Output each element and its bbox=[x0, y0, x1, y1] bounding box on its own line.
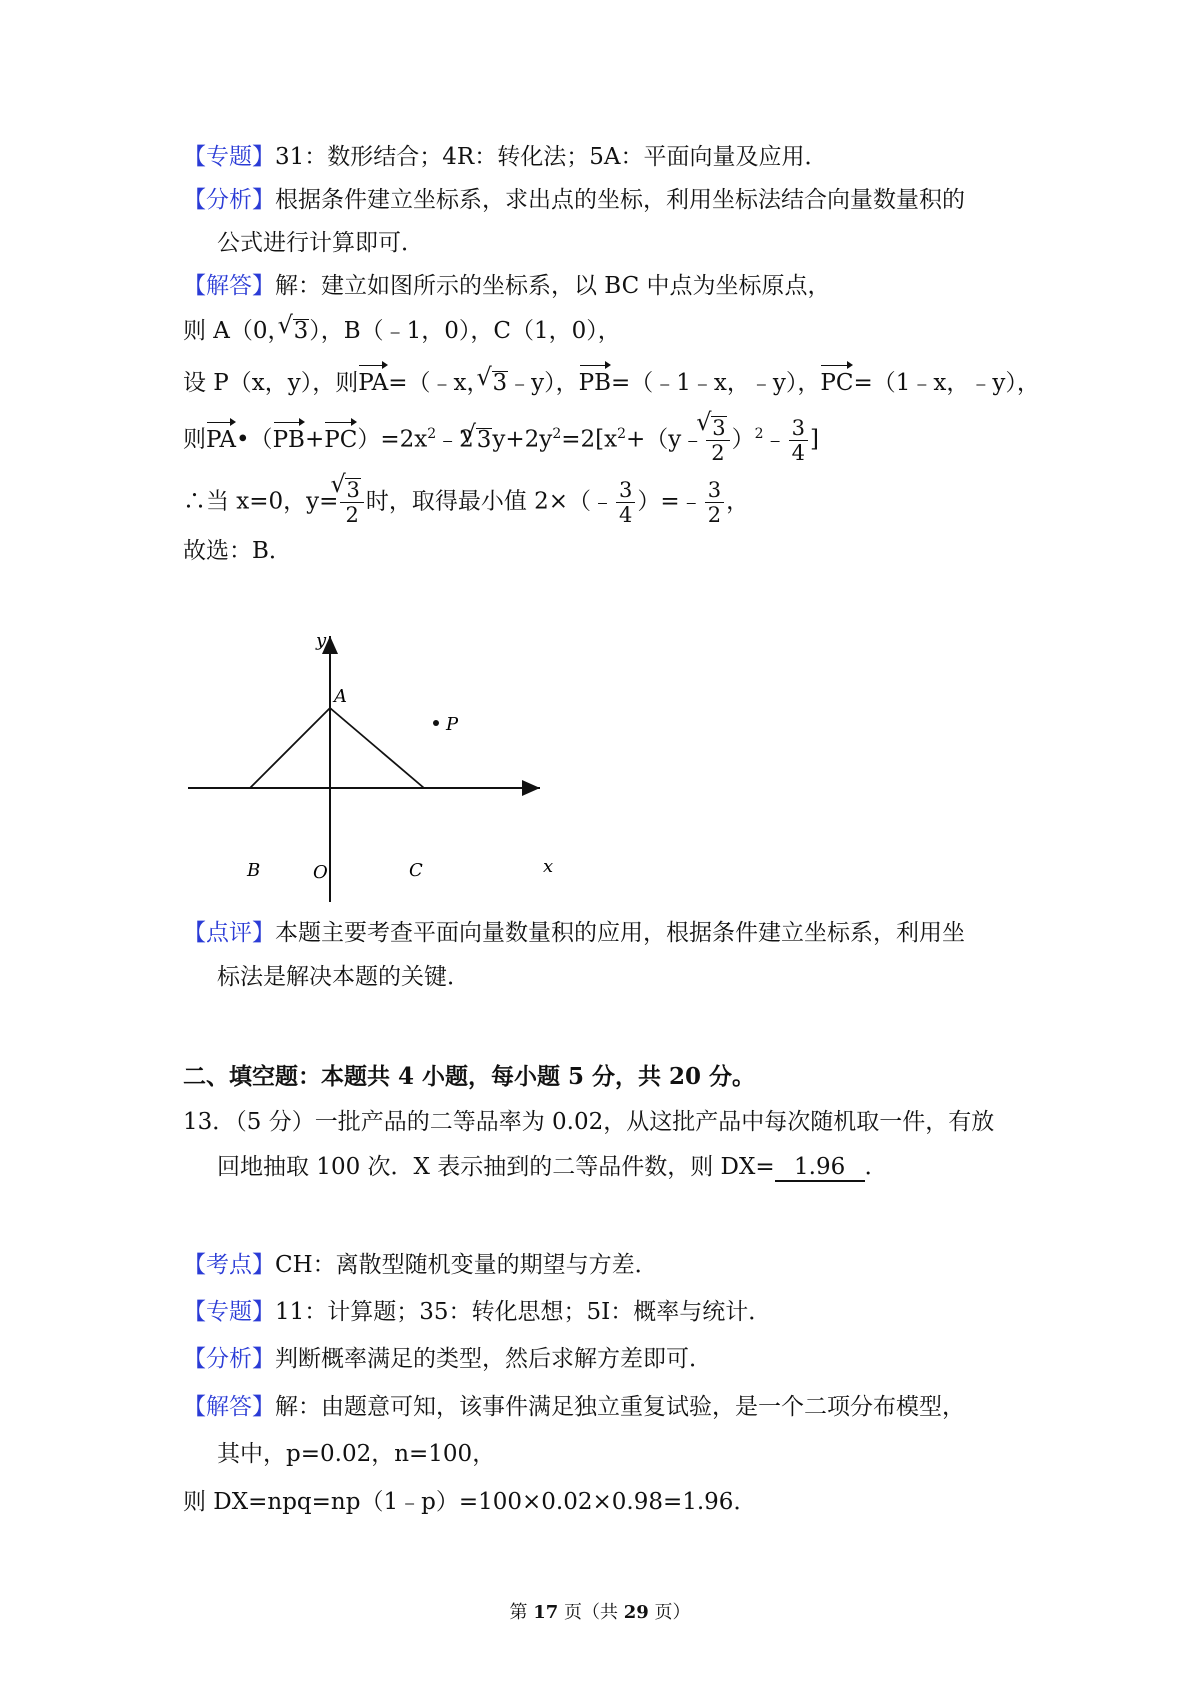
dot-product-line: 则$PA•(PB+PC)=2x^2﹣2√$ $3y+2y^2=2[x^2+(y﹣$ √ $\frac{3}{2}$ ）$^2$﹣ $\frac{3}{4}$ ] bbox=[183, 416, 819, 465]
zhuanti-line-2 bbox=[183, 1297, 771, 1327]
label-y: y bbox=[316, 630, 327, 651]
jieda-text-2: 解：由题意可知，该事件满足独立重复试验，是一个二项分布模型， bbox=[275, 1394, 965, 1420]
kaodian-line bbox=[183, 1250, 658, 1280]
footer-page-number: 17 bbox=[533, 1602, 559, 1623]
q13-end: ． bbox=[864, 1154, 888, 1180]
footer-mid: 页（共 bbox=[564, 1602, 618, 1623]
footer-pre: 第 bbox=[509, 1602, 528, 1623]
zhuanti-tag-2: 【专题】 bbox=[183, 1299, 275, 1325]
kaodian-tag: 【考点】 bbox=[183, 1252, 275, 1278]
jieda-line-2 bbox=[183, 1392, 965, 1422]
segment-ac bbox=[330, 708, 424, 788]
dianping-line-1 bbox=[183, 918, 965, 948]
answer-line: 故选：B． bbox=[183, 538, 292, 564]
jieda-line-3: 其中，p=0.02，n=100， bbox=[217, 1441, 496, 1467]
label-c: C bbox=[409, 860, 423, 881]
page-footer bbox=[0, 1598, 1200, 1624]
fenxi-text: 根据条件建立坐标系，求出点的坐标，利用坐标法结合向量数量积的 bbox=[275, 187, 965, 213]
label-a: A bbox=[334, 686, 347, 707]
segment-ab bbox=[250, 708, 330, 788]
label-p: P bbox=[446, 714, 459, 735]
min-value-line: ∴当 x=0，y= √ $\frac{3}{2}$ 时，取得最小值 2×（﹣ $\frac{3}{4}$ ）=﹣ $\frac{3}{2}$ ， bbox=[183, 478, 749, 527]
dianping-text: 本题主要考查平面向量数量积的应用，根据条件建立坐标系，利用坐 bbox=[275, 920, 965, 946]
section-heading: 二、填空题：本题共 4 小题，每小题 5 分，共 20 分。 bbox=[183, 1063, 756, 1090]
dianping-line-2: 标法是解决本题的关键． bbox=[217, 964, 470, 990]
q13-line-2 bbox=[217, 1152, 888, 1182]
fenxi-line-2: 公式进行计算即可． bbox=[217, 230, 424, 256]
fenxi-tag-2: 【分析】 bbox=[183, 1346, 275, 1372]
zhuanti-text-2: 11：计算题；35：转化思想；5I：概率与统计． bbox=[275, 1299, 772, 1325]
vector-line: 设 P（x，y），则PA=（﹣x，√ 3﹣y），PB=（﹣1﹣x，﹣y），PC=（1﹣x，﹣y）， bbox=[183, 368, 1040, 398]
label-o: O bbox=[313, 862, 328, 883]
zhuanti-tag: 【专题】 bbox=[183, 144, 275, 170]
jieda-tag: 【解答】 bbox=[183, 273, 275, 299]
kaodian-text: CH：离散型随机变量的期望与方差． bbox=[275, 1252, 658, 1278]
fenxi-tag: 【分析】 bbox=[183, 187, 275, 213]
footer-total-pages: 29 bbox=[623, 1602, 649, 1623]
q13-answer: 1.96 bbox=[775, 1154, 865, 1182]
jieda-text: 解：建立如图所示的坐标系，以 BC 中点为坐标原点， bbox=[275, 273, 831, 299]
zhuanti-text: 31：数形结合；4R：转化法；5A：平面向量及应用． bbox=[275, 144, 828, 170]
fenxi-line-3 bbox=[183, 1344, 712, 1374]
q13-line-1: 13．（5 分）一批产品的二等品率为 0.02，从这批产品中每次随机取一件，有放 bbox=[183, 1109, 995, 1135]
point-p bbox=[433, 720, 439, 726]
coords-line: 则 A（0，√ 3），B（﹣1，0），C（1，0）， bbox=[183, 316, 621, 346]
dianping-tag: 【点评】 bbox=[183, 920, 275, 946]
label-x: x bbox=[543, 856, 554, 877]
q13-text: 回地抽取 100 次．X 表示抽到的二等品件数，则 DX= bbox=[217, 1154, 775, 1180]
jieda-tag-2: 【解答】 bbox=[183, 1394, 275, 1420]
fenxi-text-2: 判断概率满足的类型，然后求解方差即可． bbox=[275, 1346, 712, 1372]
label-b: B bbox=[247, 860, 261, 881]
footer-post: 页） bbox=[654, 1602, 691, 1623]
jieda-line-4: 则 DX=npq=np（1﹣p）=100×0.02×0.98=1.96． bbox=[183, 1489, 757, 1515]
